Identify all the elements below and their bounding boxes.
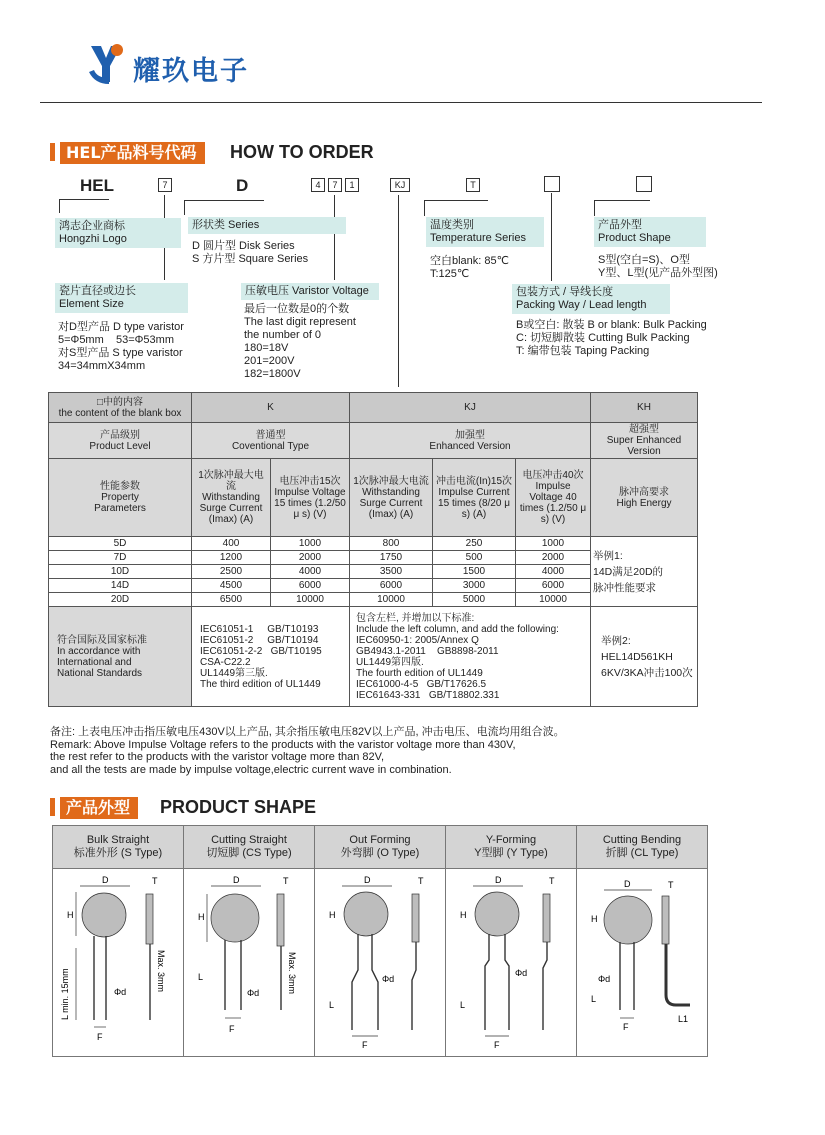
dim-h-label: H [591, 914, 598, 924]
current15-en: Impulse Current 15 times (8/20 μ s) (A) [438, 486, 510, 520]
remark-line: and all the tests are made by impulse voltage,electric current wave in combination. [50, 763, 452, 776]
example-2-title: 举例2: [601, 634, 631, 647]
cell-value: 2000 [516, 551, 591, 565]
voltage-note: The last digit represent [244, 316, 356, 328]
cell-size: 14D [49, 579, 192, 593]
packing-label [512, 284, 670, 314]
dim-t-label: T [283, 876, 289, 886]
dim-d-label: D [624, 879, 631, 889]
connector [59, 199, 60, 213]
size-note: 5=Φ5mm 53=Φ53mm [58, 334, 174, 346]
cs-type-drawing [184, 869, 315, 1057]
param-cn: 性能参数 [100, 481, 140, 492]
current15-header [433, 459, 516, 537]
spec-table [48, 392, 698, 707]
dim-f-label: F [623, 1022, 629, 1032]
packing-label-cn: 包装方式 / 导线长度 [516, 286, 614, 298]
example-2-text: 6KV/3KA冲击100次 [601, 666, 693, 679]
example-1-title: 举例1: [593, 549, 623, 562]
remark-line: the rest refer to the products with the varistor voltage more than 82V, [50, 751, 385, 763]
cell-size: 10D [49, 565, 192, 579]
standards-en: National Standards [57, 667, 143, 679]
standard-item: IEC61643-331 GB/T18802.331 [356, 689, 500, 701]
code-level-box: KJ [390, 178, 410, 192]
cell-value: 6000 [516, 579, 591, 593]
cell-value: 10000 [271, 593, 350, 607]
shape-col-cs [184, 826, 315, 869]
code-volt-box-1: 4 [311, 178, 325, 192]
shape-col-o [315, 826, 446, 869]
shape-col-cn: 外弯脚 (O Type) [340, 847, 420, 859]
shape-col-cn: Y型脚 (Y Type) [474, 847, 548, 859]
connector [551, 193, 552, 281]
dim-f-label: F [229, 1024, 235, 1034]
k-en: Coventional Type [231, 440, 310, 452]
dim-t-label: T [549, 876, 555, 886]
standard-item: IEC61051-1 GB/T10193 [200, 623, 319, 635]
size-note: 对S型产品 S type varistor [58, 347, 183, 359]
cell-value: 6000 [271, 579, 350, 593]
temperature-note: 空白blank: 85℃ [430, 255, 509, 267]
cell-value: 5000 [433, 593, 516, 607]
temperature-label-cn: 温度类别 [430, 219, 474, 231]
code-volt-box-3: 1 [345, 178, 359, 192]
impulse40-header [516, 459, 591, 537]
kj-standards [350, 607, 591, 707]
y-type-diagram [447, 870, 575, 1050]
cell-value: 1500 [433, 565, 516, 579]
connector [184, 200, 264, 201]
connector [594, 200, 650, 201]
product-shape-note: Y型、L型(见产品外型图) [598, 267, 718, 279]
code-shape: D [236, 176, 249, 195]
cell-value: 4000 [516, 565, 591, 579]
o-type-diagram [316, 870, 444, 1050]
kh-param-cn: 脉冲高要求 [619, 486, 669, 498]
param-en: Parameters [94, 503, 146, 514]
code-shape-box [636, 176, 652, 192]
dim-f-label: F [97, 1032, 103, 1042]
shape-section-title-cn: 产品外型 [60, 797, 138, 819]
cell-value: 6500 [192, 593, 271, 607]
level-en: Product Level [89, 440, 151, 452]
cell-value: 6000 [350, 579, 433, 593]
standards-cn: 符合国际及国家标准 [57, 634, 147, 646]
impulse-header [271, 459, 350, 537]
product-shape-label-en: Product Shape [598, 232, 671, 244]
shape-col-en: Cutting Bending [602, 834, 682, 846]
voltage-notes [244, 303, 356, 381]
dim-d-label: D [233, 875, 240, 885]
kh-param-en: High Energy [616, 497, 672, 509]
voltage-note: the number of 0 [244, 329, 322, 341]
blank-content-header [49, 393, 192, 423]
connector [59, 199, 109, 200]
brand-logo-icon [85, 42, 127, 86]
y-type-drawing [446, 869, 577, 1057]
order-section-title-en: HOW TO ORDER [230, 142, 374, 162]
dim-l-label: L [329, 1000, 335, 1010]
s-type-drawing [53, 869, 184, 1057]
cell-size: 5D [49, 537, 192, 551]
kh-en: Super Enhanced Version [606, 435, 682, 457]
shape-col-y [446, 826, 577, 869]
cell-value: 4000 [271, 565, 350, 579]
dim-l-label: L [460, 1000, 466, 1010]
standard-item: The third edition of UL1449 [200, 678, 321, 690]
size-label-cn: 瓷片直径或边长 [59, 285, 136, 297]
standards-header [49, 607, 192, 707]
cell-value: 250 [433, 537, 516, 551]
connector [424, 200, 425, 216]
packing-label-en: Packing Way / Lead length [516, 299, 647, 311]
code-temp-box: T [466, 178, 480, 192]
voltage-note: 201=200V [244, 355, 295, 367]
example-2-text: HEL14D561KH [601, 650, 673, 663]
voltage-note: 182=1800V [244, 368, 301, 380]
code-hel: HEL [80, 176, 114, 195]
dim-l1-label: L1 [678, 1014, 689, 1024]
dim-t-label: T [418, 876, 424, 886]
cell-size: 20D [49, 593, 192, 607]
impulse-en: Impulse Voltage 15 times (1.2/50 μ s) (V) [274, 486, 346, 520]
blank-en: the content of the blank box [58, 407, 182, 419]
product-shape-label [594, 217, 706, 247]
remark-line: Remark: Above Impulse Voltage refers to the products with the varistor voltage more than 430V, [50, 738, 516, 751]
cl-type-drawing [577, 869, 708, 1057]
kh-cn: 超强型 [629, 424, 659, 435]
shape-series-label: 形状类 Series [188, 217, 346, 234]
level-cn: 产品级别 [100, 429, 140, 441]
size-note: 34=34mmX34mm [58, 360, 146, 372]
o-type-drawing [315, 869, 446, 1057]
standard-item: CSA-C22.2 [200, 656, 251, 668]
cell-value: 4500 [192, 579, 271, 593]
blank-cn: □中的内容 [96, 396, 144, 408]
k-cn: 普通型 [255, 429, 286, 441]
current15-cn: 冲击电流(In)15次 [435, 475, 513, 487]
kh-level [591, 423, 698, 459]
packing-note: T: 编带包装 Taping Packing [516, 345, 650, 357]
standard-item: UL1449第三版. [200, 667, 268, 679]
temperature-notes [430, 255, 509, 281]
voltage-note: 最后一位数是0的个数 [244, 303, 350, 315]
shape-col-en: Cutting Straight [211, 834, 287, 846]
surge-header [192, 459, 271, 537]
example-1-text: 脉冲性能要求 [593, 581, 656, 594]
standard-item: 包含左栏, 并增加以下标准: [356, 612, 475, 624]
shape-col-cl [577, 826, 708, 869]
dim-h-label: H [198, 912, 205, 922]
dim-phid-label: Φd [598, 974, 611, 984]
dim-h-label: H [67, 910, 74, 920]
kj-cn: 加强型 [455, 429, 485, 441]
kj-surge-en: Withstanding Surge Current (Imax) (A) [359, 486, 423, 520]
cell-value: 2500 [192, 565, 271, 579]
dim-t-label: T [668, 880, 674, 890]
shape-section-title-en: PRODUCT SHAPE [160, 797, 317, 817]
s-type-diagram [54, 870, 182, 1050]
standard-item: IEC61051-2-2 GB/T10195 [200, 645, 322, 657]
code-pack-box [544, 176, 560, 192]
shape-table [52, 825, 708, 1057]
k-standards [192, 607, 350, 707]
cell-size: 7D [49, 551, 192, 565]
cell-value: 2000 [271, 551, 350, 565]
dim-phid-label: Φd [515, 968, 528, 978]
dim-d-label: D [495, 875, 502, 885]
shape-note: D 圆片型 Disk Series [192, 240, 295, 252]
col-kj: KJ [350, 393, 591, 423]
logo-label-en: Hongzhi Logo [59, 233, 127, 245]
cell-value: 3000 [433, 579, 516, 593]
k-level [192, 423, 350, 459]
cell-value: 800 [350, 537, 433, 551]
shape-col-en: Y-Forming [485, 834, 537, 846]
kj-surge-cn: 1次脉冲最大电流 [353, 475, 429, 487]
cell-value: 1200 [192, 551, 271, 565]
level-header [49, 423, 192, 459]
shape-col-s [53, 826, 184, 869]
dim-h-label: H [329, 910, 336, 920]
cell-value: 1000 [516, 537, 591, 551]
param-header [49, 459, 192, 537]
standard-item: GB4943.1-2011 GB8898-2011 [356, 645, 499, 657]
dim-l-label: L [591, 994, 597, 1004]
header-divider [40, 102, 762, 103]
surge-en: Withstanding Surge Current (Imax) (A) [199, 492, 263, 525]
standard-item: IEC61051-2 GB/T10194 [200, 634, 319, 646]
shape-col-cn: 切短脚 (CS Type) [206, 847, 292, 859]
impulse40-en: Impulse Voltage 40 times (1.2/50 μ s) (V) [519, 481, 587, 525]
product-shape-note: S型(空白=S)、O型 [598, 254, 690, 266]
dim-max-label: Max. 3mm [156, 950, 166, 993]
order-section-title-cn: HEL产品料号代码 [60, 142, 205, 164]
dim-h-label: H [460, 910, 467, 920]
example-1-text: 14D满足20D的 [593, 565, 664, 578]
connector [424, 200, 488, 201]
dim-phid-label: Φd [247, 988, 260, 998]
dim-phid-label: Φd [114, 987, 127, 997]
size-label-en: Element Size [59, 298, 124, 310]
cell-value: 3500 [350, 565, 433, 579]
example-1 [591, 537, 698, 607]
col-k: K [192, 393, 350, 423]
cl-type-diagram [578, 870, 706, 1050]
dim-d-label: D [102, 875, 109, 885]
surge-cn: 1次脉冲最大电流 [198, 470, 264, 492]
cell-value: 500 [433, 551, 516, 565]
dim-l-label: L [198, 972, 204, 982]
packing-note: C: 切短脚散装 Cutting Bulk Packing [516, 332, 690, 344]
packing-note: B或空白: 散装 B or blank: Bulk Packing [516, 319, 707, 331]
cell-value: 400 [192, 537, 271, 551]
connector [594, 200, 595, 216]
impulse40-cn: 电压冲击40次 [522, 470, 584, 481]
cell-value: 1750 [350, 551, 433, 565]
kh-param [591, 459, 698, 537]
packing-notes [516, 319, 707, 358]
connector [184, 200, 185, 215]
dim-f-label: F [362, 1040, 368, 1050]
brand-name: 耀玖电子 [133, 56, 249, 87]
cs-type-diagram [185, 870, 313, 1050]
code-volt-box-2: 7 [328, 178, 342, 192]
temperature-note: T:125℃ [430, 268, 470, 280]
kj-level [350, 423, 591, 459]
standards-en: International and [57, 656, 132, 668]
standard-item: UL1449第四版. [356, 656, 424, 668]
connector [398, 195, 399, 387]
shape-series-notes [192, 240, 308, 266]
example-2 [591, 607, 698, 707]
shape-col-en: Out Forming [349, 834, 411, 846]
shape-note: S 方片型 Square Series [192, 253, 309, 265]
standards-en: In accordance with [57, 645, 141, 657]
section-marker [50, 798, 55, 816]
dim-d-label: D [364, 875, 371, 885]
impulse-cn: 电压冲击15次 [279, 475, 341, 487]
col-kh: KH [591, 393, 698, 423]
product-shape-label-cn: 产品外型 [598, 219, 642, 231]
shape-col-en: Bulk Straight [86, 834, 150, 846]
logo-label-cn: 鸿志企业商标 [59, 220, 125, 232]
voltage-note: 180=18V [244, 342, 289, 354]
dim-lmin-label: L min. 15mm [60, 968, 70, 1020]
shape-col-cn: 折脚 (CL Type) [605, 847, 679, 859]
temperature-label [426, 217, 544, 247]
standard-item: IEC61000-4-5 GB/T17626.5 [356, 678, 487, 690]
size-note: 对D型产品 D type varistor [58, 321, 184, 333]
section-marker [50, 143, 55, 161]
dim-phid-label: Φd [382, 974, 395, 984]
size-label [55, 283, 188, 313]
logo-label [55, 218, 181, 248]
shape-col-cn: 标准外形 (S Type) [73, 847, 163, 859]
standard-item: Include the left column, and add the following: [356, 623, 559, 635]
kj-surge-header [350, 459, 433, 537]
size-notes [58, 321, 184, 373]
dim-t-label: T [152, 876, 158, 886]
connector [334, 195, 335, 280]
temperature-label-en: Temperature Series [430, 232, 526, 244]
cell-value: 10000 [516, 593, 591, 607]
dim-f-label: F [494, 1040, 500, 1050]
table-row [49, 537, 698, 551]
param-en: Property [101, 492, 139, 503]
kj-en: Enhanced Version [429, 440, 511, 452]
code-size-box: 7 [158, 178, 172, 192]
standard-item: IEC60950-1: 2005/Annex Q [356, 634, 479, 646]
remark-block [50, 726, 565, 776]
cell-value: 10000 [350, 593, 433, 607]
dim-max-label: Max. 3mm [287, 952, 297, 995]
product-shape-notes [598, 254, 718, 280]
cell-value: 1000 [271, 537, 350, 551]
standard-item: The fourth edition of UL1449 [356, 667, 483, 679]
remark-line: 备注: 上表电压冲击指压敏电压430V以上产品, 其余指压敏电压82V以上产品, 冲击电压、电流均用组合波。 [50, 726, 565, 738]
varistor-voltage-label: 压敏电压 Varistor Voltage [241, 283, 379, 300]
